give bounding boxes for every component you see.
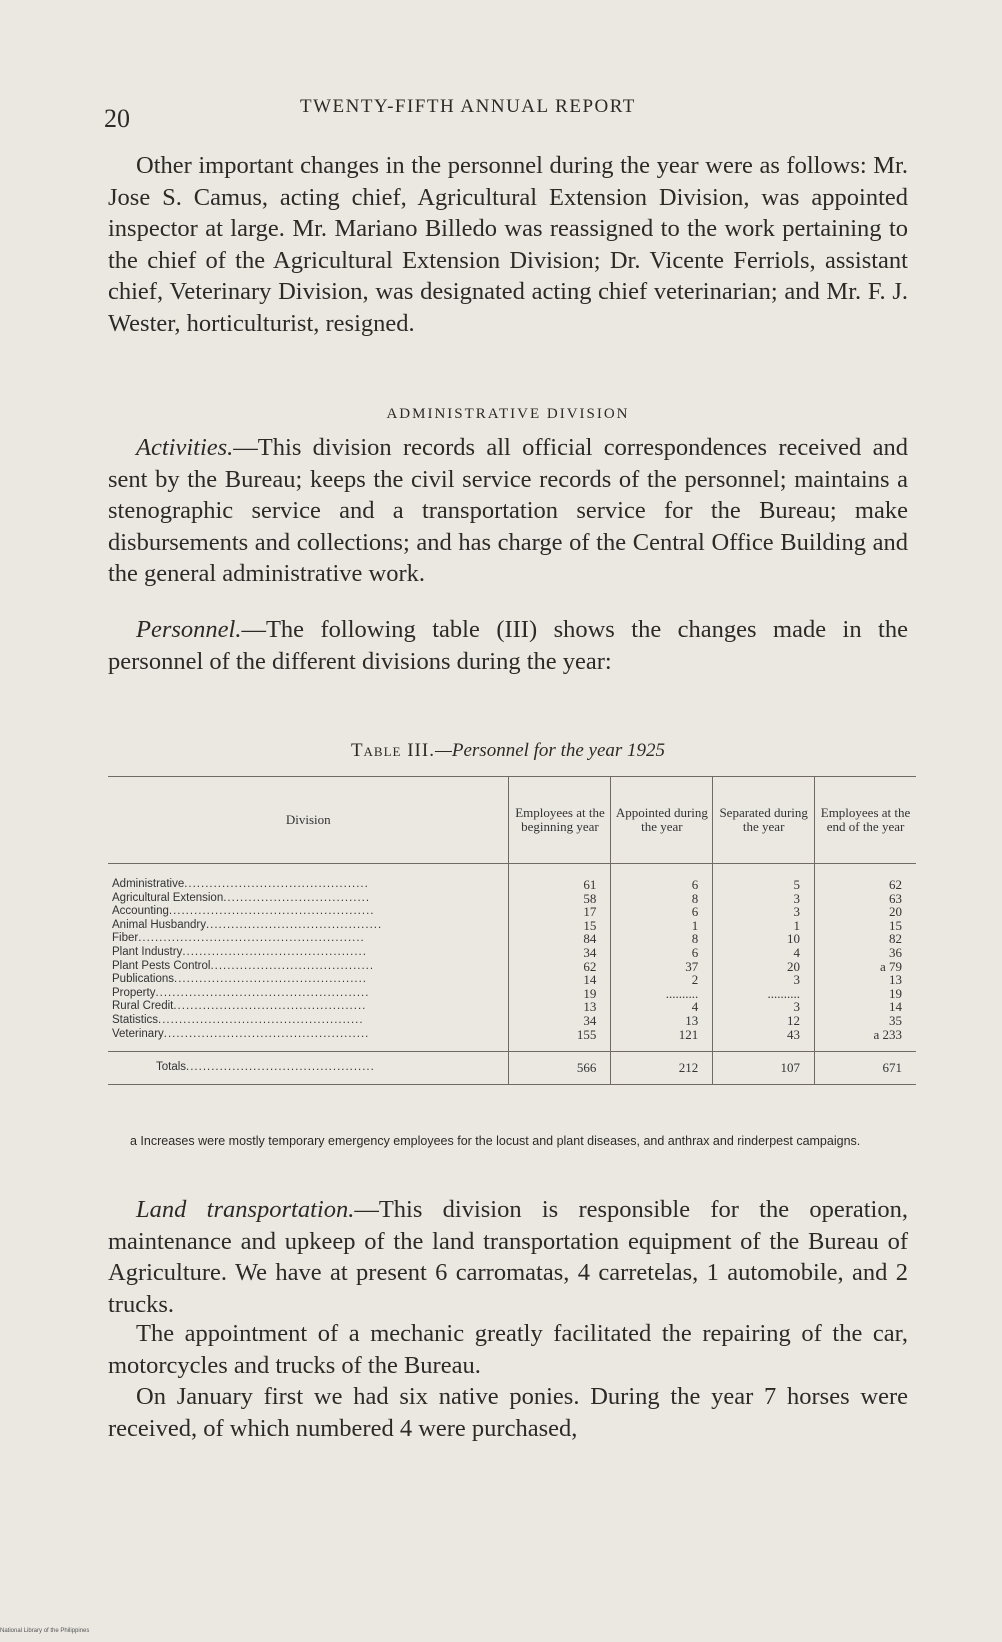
row-end: 63 [815, 892, 916, 906]
row-appointed: 8 [611, 892, 713, 906]
row-separated: 3 [713, 905, 815, 919]
row-end: 13 [815, 973, 916, 987]
intro-paragraph [108, 150, 908, 339]
col-header-division: Division [108, 777, 509, 864]
row-division: Veterinary................................................. [112, 1027, 370, 1040]
row-end: 82 [815, 932, 916, 946]
row-appointed: .......... [611, 987, 713, 1001]
row-division: Publications.............................................. [112, 973, 367, 986]
row-appointed: 1 [611, 919, 713, 933]
activities-text: —This division records all official correspondences received and sent by the Bureau; keeps the civil service records of the personnel; maintains a stenographic service and a transportation service for the Bureau; make disbursements and collections; and has charge of the Central Office Building and the general administrative work. [108, 434, 908, 587]
row-separated: 3 [713, 1000, 815, 1014]
table-row [108, 973, 916, 987]
table-subtitle: —Personnel for the year 1925 [434, 740, 666, 761]
row-appointed: 6 [611, 946, 713, 960]
row-separated: 12 [713, 1014, 815, 1028]
col-header-end: Employees at the end of the year [815, 777, 916, 864]
land-transportation-text: —This division is responsible for the operation, maintenance and upkeep of the land transportation equipment of the Bureau of Agriculture. We have at present 6 carromatas, 4 carretelas, 1 automobile, and 2 trucks. [108, 1196, 908, 1318]
section-heading: ADMINISTRATIVE DIVISION [386, 406, 630, 422]
row-division: Property................................................... [112, 986, 370, 999]
row-separated: .......... [713, 987, 815, 1001]
row-end: 15 [815, 919, 916, 933]
row-beginning: 61 [509, 864, 611, 892]
personnel-label: Personnel. [136, 616, 242, 643]
activities-paragraph [108, 432, 908, 590]
row-beginning: 15 [509, 919, 611, 933]
row-separated: 20 [713, 960, 815, 974]
table-caption [108, 740, 908, 762]
row-end: 62 [815, 864, 916, 892]
row-end: 19 [815, 987, 916, 1001]
activities-label: Activities. [136, 434, 234, 461]
land-transportation-paragraph [108, 1194, 908, 1320]
row-separated: 4 [713, 946, 815, 960]
table-row [108, 1000, 916, 1014]
table-row [108, 905, 916, 919]
table-row [108, 987, 916, 1001]
totals-row [108, 1052, 916, 1085]
row-appointed: 13 [611, 1014, 713, 1028]
totals-appointed: 212 [611, 1052, 713, 1085]
table-row [108, 1028, 916, 1052]
row-appointed: 121 [611, 1028, 713, 1052]
table-header-row [108, 777, 916, 864]
row-division: Rural Credit.............................................. [112, 1000, 367, 1013]
row-beginning: 17 [509, 905, 611, 919]
row-end: 35 [815, 1014, 916, 1028]
row-appointed: 6 [611, 864, 713, 892]
table-row [108, 919, 916, 933]
row-division: Plant Pests Control....................................... [112, 959, 375, 972]
ponies-paragraph [108, 1381, 908, 1444]
row-beginning: 13 [509, 1000, 611, 1014]
totals-separated: 107 [713, 1052, 815, 1085]
row-division: Agricultural Extension................................... [112, 891, 371, 904]
table-row [108, 960, 916, 974]
totals-beginning: 566 [509, 1052, 611, 1085]
row-end: 36 [815, 946, 916, 960]
row-end: 14 [815, 1000, 916, 1014]
page-number: 20 [104, 104, 130, 133]
page-header [104, 92, 904, 132]
row-separated: 3 [713, 973, 815, 987]
row-separated: 5 [713, 864, 815, 892]
row-end: a 79 [815, 960, 916, 974]
land-transportation-label: Land transportation. [136, 1196, 355, 1223]
row-division: Administrative............................................ [112, 878, 369, 890]
col-header-separated: Separated during the year [713, 777, 815, 864]
row-appointed: 4 [611, 1000, 713, 1014]
table-row [108, 864, 916, 892]
row-beginning: 19 [509, 987, 611, 1001]
personnel-paragraph [108, 614, 908, 677]
col-header-appointed: Appointed during the year [611, 777, 713, 864]
row-division: Accounting................................................. [112, 905, 375, 918]
row-division: Plant Industry............................................ [112, 945, 367, 958]
ponies-text: On January first we had six native ponies. During the year 7 horses were received, of which numbered 4 were purchased, [108, 1383, 908, 1442]
intro-text: Other important changes in the personnel during the year were as follows: Mr. Jose S. Camus, acting chief, Agricultural Extension Division, was appointed inspector at large. Mr. Mariano Billedo was reassigned to the work pertaining to the chief of the Agricultural Extension Division; Dr. Vicente Ferriols, assistant chief, Veterinary Division, was designated acting chief veterinarian; and Mr. F. J. Wester, horticulturist, resigned. [108, 152, 908, 337]
row-appointed: 6 [611, 905, 713, 919]
mechanic-paragraph [108, 1318, 908, 1381]
row-beginning: 34 [509, 946, 611, 960]
row-beginning: 58 [509, 892, 611, 906]
row-beginning: 62 [509, 960, 611, 974]
row-division: Animal Husbandry.......................................... [112, 918, 383, 931]
row-appointed: 2 [611, 973, 713, 987]
table-footnote: a Increases were mostly temporary emergency employees for the locust and plant diseases, and anthrax and rinderpest campaigns. [130, 1134, 861, 1148]
row-division: Fiber...................................................... [112, 932, 365, 945]
totals-end: 671 [815, 1052, 916, 1085]
table-row [108, 946, 916, 960]
table-row [108, 892, 916, 906]
row-beginning: 84 [509, 932, 611, 946]
row-appointed: 8 [611, 932, 713, 946]
mechanic-text: The appointment of a mechanic greatly facilitated the repairing of the car, motorcycles and trucks of the Bureau. [108, 1320, 908, 1379]
row-beginning: 34 [509, 1014, 611, 1028]
personnel-table [108, 776, 916, 1085]
row-end: 20 [815, 905, 916, 919]
running-title: TWENTY-FIFTH ANNUAL REPORT [300, 96, 636, 117]
totals-label: Totals............................................. [108, 1052, 509, 1085]
row-separated: 43 [713, 1028, 815, 1052]
table-row [108, 932, 916, 946]
table-number: Table III. [350, 740, 435, 761]
row-appointed: 37 [611, 960, 713, 974]
personnel-text: —The following table (III) shows the changes made in the personnel of the different divisions during the year: [108, 616, 908, 675]
scan-credit: National Library of the Philippines [0, 1628, 90, 1634]
col-header-beginning: Employees at the beginning year [509, 777, 611, 864]
row-end: a 233 [815, 1028, 916, 1052]
row-separated: 3 [713, 892, 815, 906]
row-separated: 10 [713, 932, 815, 946]
row-separated: 1 [713, 919, 815, 933]
row-beginning: 155 [509, 1028, 611, 1052]
row-division: Statistics................................................. [112, 1013, 364, 1026]
table-body [108, 864, 916, 1052]
table-row [108, 1014, 916, 1028]
row-beginning: 14 [509, 973, 611, 987]
